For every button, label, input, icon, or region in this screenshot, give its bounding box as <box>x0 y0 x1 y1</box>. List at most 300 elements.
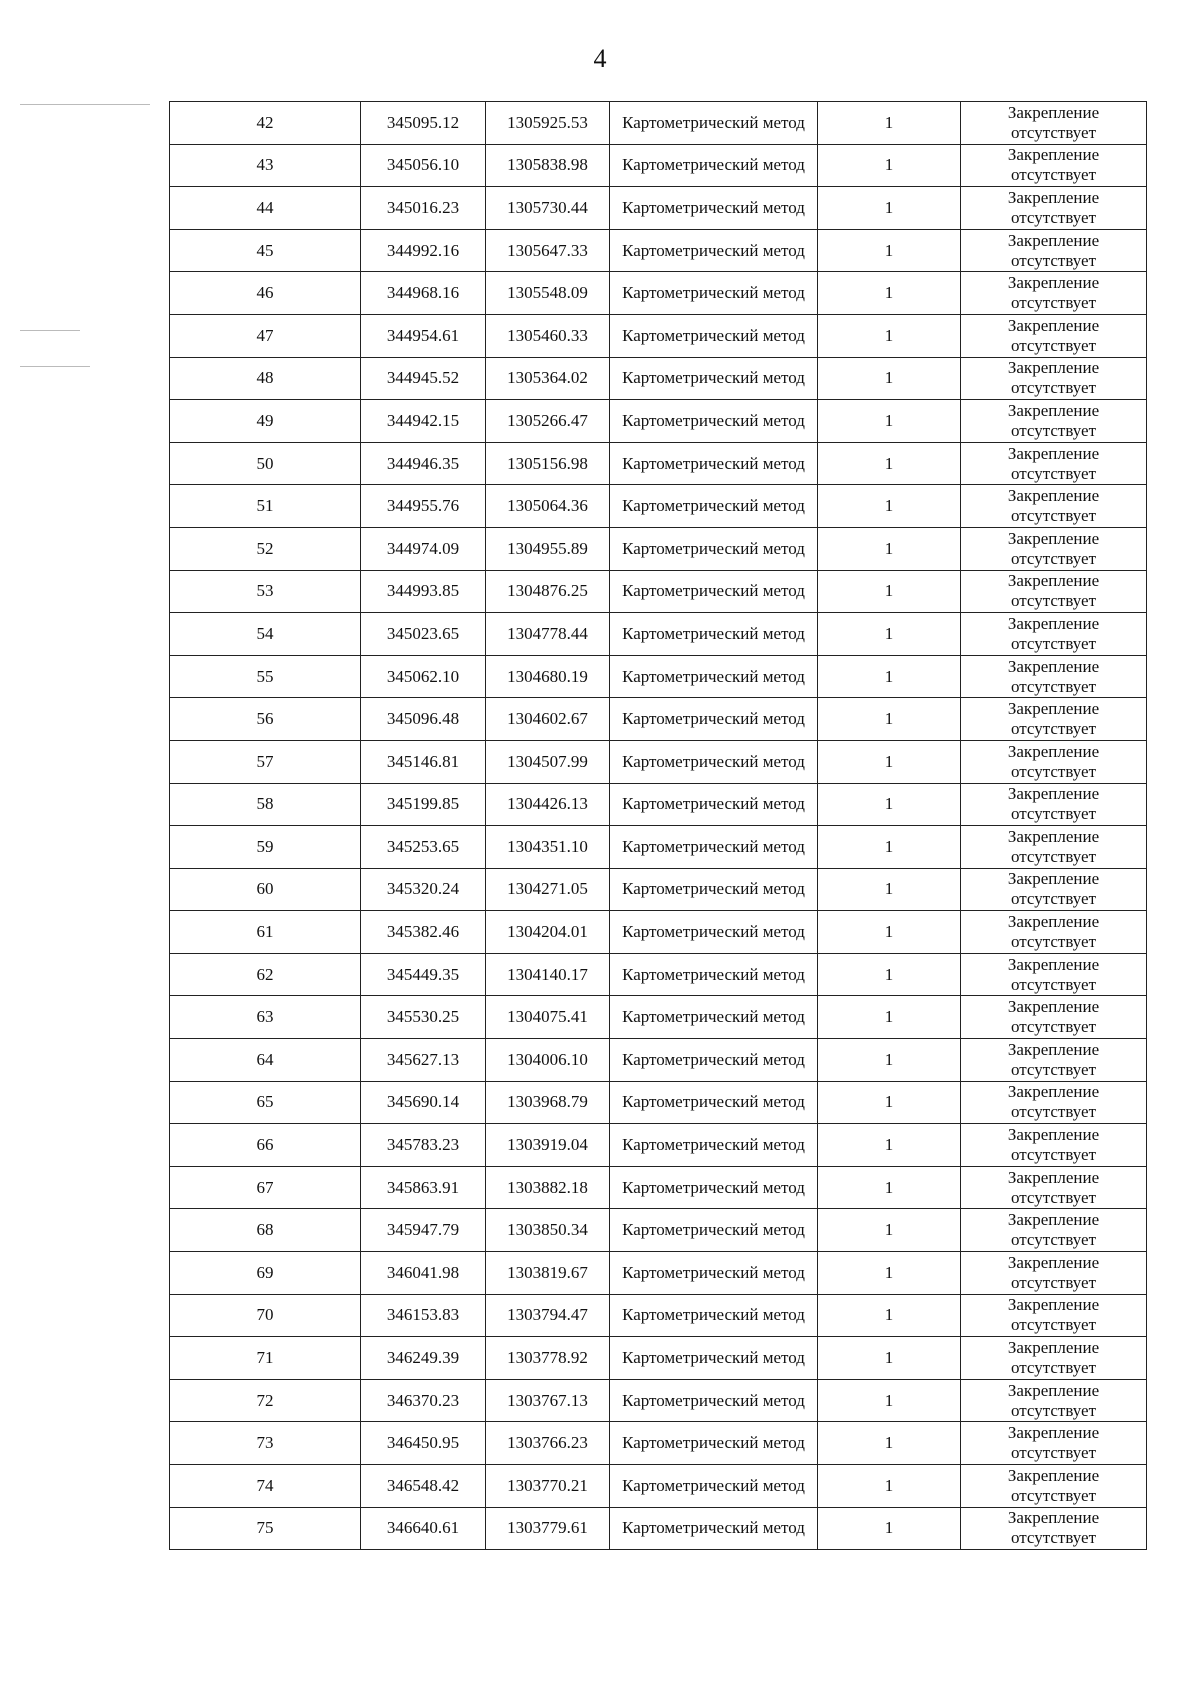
method-cell: Картометрический метод <box>610 1337 818 1380</box>
point-number-cell: 64 <box>170 1039 361 1082</box>
fixation-cell <box>961 314 1147 357</box>
method-cell: Картометрический метод <box>610 144 818 187</box>
fixation-line-2: отсутствует <box>1010 889 1097 909</box>
y-coordinate-cell: 1305364.02 <box>486 357 610 400</box>
accuracy-cell: 1 <box>818 613 961 656</box>
accuracy-cell: 1 <box>818 485 961 528</box>
fixation-line-1: Закрепление <box>1007 869 1100 889</box>
fixation-line-2: отсутствует <box>1010 846 1097 866</box>
fixation-line-1: Закрепление <box>1007 1210 1100 1230</box>
fixation-line-2: отсутствует <box>1010 974 1097 994</box>
fixation-cell <box>961 485 1147 528</box>
x-coordinate-cell: 345253.65 <box>361 826 486 869</box>
point-number-cell: 49 <box>170 400 361 443</box>
fixation-line-1: Закрепление <box>1007 1125 1100 1145</box>
point-number-cell: 67 <box>170 1166 361 1209</box>
table-row <box>170 1039 1147 1082</box>
accuracy-cell: 1 <box>818 1039 961 1082</box>
point-number-cell: 44 <box>170 187 361 230</box>
coordinates-table-body <box>170 102 1147 1550</box>
x-coordinate-cell: 345449.35 <box>361 953 486 996</box>
fixation-line-1: Закрепление <box>1007 1380 1100 1400</box>
x-coordinate-cell: 346153.83 <box>361 1294 486 1337</box>
y-coordinate-cell: 1305925.53 <box>486 102 610 145</box>
fixation-line-1: Закрепление <box>1007 1082 1100 1102</box>
fixation-cell <box>961 1507 1147 1550</box>
fixation-line-1: Закрепление <box>1007 1295 1100 1315</box>
x-coordinate-cell: 344946.35 <box>361 442 486 485</box>
y-coordinate-cell: 1305266.47 <box>486 400 610 443</box>
accuracy-cell: 1 <box>818 1422 961 1465</box>
x-coordinate-cell: 346249.39 <box>361 1337 486 1380</box>
point-number-cell: 51 <box>170 485 361 528</box>
point-number-cell: 43 <box>170 144 361 187</box>
table-row <box>170 570 1147 613</box>
fixation-line-2: отсутствует <box>1010 463 1097 483</box>
point-number-cell: 59 <box>170 826 361 869</box>
point-number-cell: 69 <box>170 1252 361 1295</box>
y-coordinate-cell: 1303819.67 <box>486 1252 610 1295</box>
accuracy-cell: 1 <box>818 314 961 357</box>
method-cell: Картометрический метод <box>610 229 818 272</box>
accuracy-cell: 1 <box>818 911 961 954</box>
y-coordinate-cell: 1304507.99 <box>486 740 610 783</box>
fixation-line-2: отсутствует <box>1010 633 1097 653</box>
x-coordinate-cell: 345023.65 <box>361 613 486 656</box>
y-coordinate-cell: 1303778.92 <box>486 1337 610 1380</box>
method-cell: Картометрический метод <box>610 272 818 315</box>
fixation-line-1: Закрепление <box>1007 145 1100 165</box>
fixation-line-1: Закрепление <box>1007 741 1100 761</box>
x-coordinate-cell: 344968.16 <box>361 272 486 315</box>
y-coordinate-cell: 1305730.44 <box>486 187 610 230</box>
method-cell: Картометрический метод <box>610 613 818 656</box>
point-number-cell: 70 <box>170 1294 361 1337</box>
y-coordinate-cell: 1303766.23 <box>486 1422 610 1465</box>
fixation-line-1: Закрепление <box>1007 1465 1100 1485</box>
accuracy-cell: 1 <box>818 1124 961 1167</box>
point-number-cell: 60 <box>170 868 361 911</box>
point-number-cell: 63 <box>170 996 361 1039</box>
point-number-cell: 42 <box>170 102 361 145</box>
fixation-line-1: Закрепление <box>1007 400 1100 420</box>
fixation-line-2: отсутствует <box>1010 676 1097 696</box>
point-number-cell: 55 <box>170 655 361 698</box>
y-coordinate-cell: 1305064.36 <box>486 485 610 528</box>
fixation-line-2: отсутствует <box>1010 506 1097 526</box>
fixation-line-1: Закрепление <box>1007 443 1100 463</box>
y-coordinate-cell: 1304778.44 <box>486 613 610 656</box>
fixation-line-1: Закрепление <box>1007 613 1100 633</box>
point-number-cell: 74 <box>170 1465 361 1508</box>
x-coordinate-cell: 345056.10 <box>361 144 486 187</box>
accuracy-cell: 1 <box>818 1081 961 1124</box>
table-row <box>170 1124 1147 1167</box>
x-coordinate-cell: 346640.61 <box>361 1507 486 1550</box>
table-row <box>170 1209 1147 1252</box>
fixation-line-2: отсутствует <box>1010 804 1097 824</box>
fixation-line-2: отсутствует <box>1010 420 1097 440</box>
x-coordinate-cell: 344942.15 <box>361 400 486 443</box>
fixation-line-2: отсутствует <box>1010 1400 1097 1420</box>
fixation-line-2: отсутствует <box>1010 1230 1097 1250</box>
y-coordinate-cell: 1304140.17 <box>486 953 610 996</box>
fixation-line-1: Закрепление <box>1007 571 1100 591</box>
fixation-line-2: отсутствует <box>1010 1443 1097 1463</box>
fixation-cell <box>961 783 1147 826</box>
table-row <box>170 996 1147 1039</box>
fixation-line-1: Закрепление <box>1007 358 1100 378</box>
fixation-line-1: Закрепление <box>1007 1039 1100 1059</box>
table-row <box>170 229 1147 272</box>
accuracy-cell: 1 <box>818 1209 961 1252</box>
table-row <box>170 527 1147 570</box>
point-number-cell: 45 <box>170 229 361 272</box>
fixation-line-1: Закрепление <box>1007 1252 1100 1272</box>
y-coordinate-cell: 1303850.34 <box>486 1209 610 1252</box>
y-coordinate-cell: 1304426.13 <box>486 783 610 826</box>
fixation-line-2: отсутствует <box>1010 250 1097 270</box>
y-coordinate-cell: 1304075.41 <box>486 996 610 1039</box>
point-number-cell: 56 <box>170 698 361 741</box>
method-cell: Картометрический метод <box>610 1465 818 1508</box>
fixation-cell <box>961 1209 1147 1252</box>
table-row <box>170 1252 1147 1295</box>
table-row <box>170 1507 1147 1550</box>
table-row <box>170 698 1147 741</box>
y-coordinate-cell: 1303767.13 <box>486 1379 610 1422</box>
fixation-line-2: отсутствует <box>1010 1358 1097 1378</box>
table-row <box>170 655 1147 698</box>
method-cell: Картометрический метод <box>610 442 818 485</box>
method-cell: Картометрический метод <box>610 102 818 145</box>
page-number: 4 <box>593 44 607 73</box>
method-cell: Картометрический метод <box>610 868 818 911</box>
x-coordinate-cell: 345690.14 <box>361 1081 486 1124</box>
point-number-cell: 48 <box>170 357 361 400</box>
accuracy-cell: 1 <box>818 527 961 570</box>
table-row <box>170 1337 1147 1380</box>
point-number-cell: 57 <box>170 740 361 783</box>
fixation-line-2: отсутствует <box>1010 335 1097 355</box>
fixation-line-1: Закрепление <box>1007 1508 1100 1528</box>
fixation-cell <box>961 400 1147 443</box>
fixation-line-1: Закрепление <box>1007 912 1100 932</box>
point-number-cell: 71 <box>170 1337 361 1380</box>
fixation-line-1: Закрепление <box>1007 486 1100 506</box>
x-coordinate-cell: 345146.81 <box>361 740 486 783</box>
fixation-cell <box>961 1081 1147 1124</box>
fixation-line-2: отсутствует <box>1010 1485 1097 1505</box>
table-row <box>170 1422 1147 1465</box>
method-cell: Картометрический метод <box>610 400 818 443</box>
x-coordinate-cell: 344992.16 <box>361 229 486 272</box>
fixation-cell <box>961 1465 1147 1508</box>
table-row <box>170 953 1147 996</box>
table-row <box>170 102 1147 145</box>
fixation-line-1: Закрепление <box>1007 656 1100 676</box>
table-row <box>170 314 1147 357</box>
method-cell: Картометрический метод <box>610 187 818 230</box>
fixation-cell <box>961 613 1147 656</box>
table-row <box>170 144 1147 187</box>
table-row <box>170 272 1147 315</box>
accuracy-cell: 1 <box>818 570 961 613</box>
fixation-cell <box>961 655 1147 698</box>
y-coordinate-cell: 1304271.05 <box>486 868 610 911</box>
accuracy-cell: 1 <box>818 1507 961 1550</box>
y-coordinate-cell: 1304602.67 <box>486 698 610 741</box>
accuracy-cell: 1 <box>818 1337 961 1380</box>
fixation-cell <box>961 187 1147 230</box>
method-cell: Картометрический метод <box>610 1507 818 1550</box>
accuracy-cell: 1 <box>818 655 961 698</box>
fixation-line-2: отсутствует <box>1010 591 1097 611</box>
accuracy-cell: 1 <box>818 740 961 783</box>
y-coordinate-cell: 1304955.89 <box>486 527 610 570</box>
fixation-line-1: Закрепление <box>1007 1338 1100 1358</box>
fixation-line-1: Закрепление <box>1007 699 1100 719</box>
fixation-line-2: отсутствует <box>1010 1315 1097 1335</box>
accuracy-cell: 1 <box>818 272 961 315</box>
fixation-line-2: отсутствует <box>1010 1102 1097 1122</box>
accuracy-cell: 1 <box>818 229 961 272</box>
accuracy-cell: 1 <box>818 144 961 187</box>
accuracy-cell: 1 <box>818 783 961 826</box>
x-coordinate-cell: 346041.98 <box>361 1252 486 1295</box>
fixation-cell <box>961 740 1147 783</box>
table-row <box>170 1465 1147 1508</box>
y-coordinate-cell: 1304876.25 <box>486 570 610 613</box>
x-coordinate-cell: 346548.42 <box>361 1465 486 1508</box>
table-row <box>170 783 1147 826</box>
accuracy-cell: 1 <box>818 996 961 1039</box>
fixation-cell <box>961 1337 1147 1380</box>
method-cell: Картометрический метод <box>610 1081 818 1124</box>
method-cell: Картометрический метод <box>610 740 818 783</box>
fixation-line-1: Закрепление <box>1007 826 1100 846</box>
method-cell: Картометрический метод <box>610 1422 818 1465</box>
x-coordinate-cell: 345199.85 <box>361 783 486 826</box>
accuracy-cell: 1 <box>818 400 961 443</box>
table-row <box>170 187 1147 230</box>
x-coordinate-cell: 346370.23 <box>361 1379 486 1422</box>
coordinates-table <box>169 101 1147 1550</box>
y-coordinate-cell: 1305838.98 <box>486 144 610 187</box>
fixation-line-2: отсутствует <box>1010 1059 1097 1079</box>
table-row <box>170 740 1147 783</box>
table-row <box>170 1081 1147 1124</box>
x-coordinate-cell: 345062.10 <box>361 655 486 698</box>
y-coordinate-cell: 1303882.18 <box>486 1166 610 1209</box>
point-number-cell: 62 <box>170 953 361 996</box>
method-cell: Картометрический метод <box>610 1252 818 1295</box>
method-cell: Картометрический метод <box>610 1124 818 1167</box>
method-cell: Картометрический метод <box>610 655 818 698</box>
point-number-cell: 54 <box>170 613 361 656</box>
point-number-cell: 61 <box>170 911 361 954</box>
fixation-cell <box>961 144 1147 187</box>
method-cell: Картометрический метод <box>610 996 818 1039</box>
y-coordinate-cell: 1303968.79 <box>486 1081 610 1124</box>
table-row <box>170 400 1147 443</box>
method-cell: Картометрический метод <box>610 826 818 869</box>
table-row <box>170 1294 1147 1337</box>
x-coordinate-cell: 345096.48 <box>361 698 486 741</box>
fixation-cell <box>961 911 1147 954</box>
fixation-line-1: Закрепление <box>1007 230 1100 250</box>
fixation-cell <box>961 1294 1147 1337</box>
table-row <box>170 485 1147 528</box>
point-number-cell: 58 <box>170 783 361 826</box>
fixation-line-2: отсутствует <box>1010 548 1097 568</box>
method-cell: Картометрический метод <box>610 911 818 954</box>
fixation-line-1: Закрепление <box>1007 315 1100 335</box>
fixation-cell <box>961 1124 1147 1167</box>
fixation-line-1: Закрепление <box>1007 784 1100 804</box>
fixation-cell <box>961 698 1147 741</box>
table-row <box>170 911 1147 954</box>
accuracy-cell: 1 <box>818 868 961 911</box>
fixation-line-2: отсутствует <box>1010 1017 1097 1037</box>
y-coordinate-cell: 1305156.98 <box>486 442 610 485</box>
point-number-cell: 47 <box>170 314 361 357</box>
x-coordinate-cell: 345320.24 <box>361 868 486 911</box>
table-row <box>170 613 1147 656</box>
y-coordinate-cell: 1304204.01 <box>486 911 610 954</box>
fixation-cell <box>961 357 1147 400</box>
method-cell: Картометрический метод <box>610 570 818 613</box>
fixation-line-2: отсутствует <box>1010 378 1097 398</box>
point-number-cell: 52 <box>170 527 361 570</box>
method-cell: Картометрический метод <box>610 783 818 826</box>
x-coordinate-cell: 344945.52 <box>361 357 486 400</box>
method-cell: Картометрический метод <box>610 698 818 741</box>
point-number-cell: 65 <box>170 1081 361 1124</box>
point-number-cell: 68 <box>170 1209 361 1252</box>
accuracy-cell: 1 <box>818 1252 961 1295</box>
fixation-line-2: отсутствует <box>1010 122 1097 142</box>
x-coordinate-cell: 345783.23 <box>361 1124 486 1167</box>
method-cell: Картометрический метод <box>610 1294 818 1337</box>
point-number-cell: 50 <box>170 442 361 485</box>
fixation-cell <box>961 272 1147 315</box>
fixation-line-2: отсутствует <box>1010 165 1097 185</box>
table-row <box>170 357 1147 400</box>
fixation-cell <box>961 826 1147 869</box>
x-coordinate-cell: 345947.79 <box>361 1209 486 1252</box>
accuracy-cell: 1 <box>818 698 961 741</box>
fixation-line-1: Закрепление <box>1007 954 1100 974</box>
fixation-cell <box>961 527 1147 570</box>
table-row <box>170 826 1147 869</box>
x-coordinate-cell: 345382.46 <box>361 911 486 954</box>
point-number-cell: 73 <box>170 1422 361 1465</box>
fixation-line-2: отсутствует <box>1010 1187 1097 1207</box>
y-coordinate-cell: 1304680.19 <box>486 655 610 698</box>
x-coordinate-cell: 345530.25 <box>361 996 486 1039</box>
y-coordinate-cell: 1304006.10 <box>486 1039 610 1082</box>
table-row <box>170 868 1147 911</box>
x-coordinate-cell: 345016.23 <box>361 187 486 230</box>
fixation-cell <box>961 229 1147 272</box>
accuracy-cell: 1 <box>818 1166 961 1209</box>
method-cell: Картометрический метод <box>610 1209 818 1252</box>
fixation-line-2: отсутствует <box>1010 293 1097 313</box>
y-coordinate-cell: 1304351.10 <box>486 826 610 869</box>
fixation-line-2: отсутствует <box>1010 719 1097 739</box>
point-number-cell: 46 <box>170 272 361 315</box>
x-coordinate-cell: 345627.13 <box>361 1039 486 1082</box>
x-coordinate-cell: 344993.85 <box>361 570 486 613</box>
fixation-cell <box>961 868 1147 911</box>
method-cell: Картометрический метод <box>610 1039 818 1082</box>
fixation-line-2: отсутствует <box>1010 1145 1097 1165</box>
accuracy-cell: 1 <box>818 1465 961 1508</box>
y-coordinate-cell: 1303919.04 <box>486 1124 610 1167</box>
accuracy-cell: 1 <box>818 102 961 145</box>
fixation-line-1: Закрепление <box>1007 1423 1100 1443</box>
method-cell: Картометрический метод <box>610 527 818 570</box>
fixation-cell <box>961 442 1147 485</box>
y-coordinate-cell: 1303770.21 <box>486 1465 610 1508</box>
x-coordinate-cell: 346450.95 <box>361 1422 486 1465</box>
x-coordinate-cell: 344955.76 <box>361 485 486 528</box>
table-row <box>170 442 1147 485</box>
x-coordinate-cell: 345095.12 <box>361 102 486 145</box>
fixation-cell <box>961 1166 1147 1209</box>
fixation-cell <box>961 953 1147 996</box>
method-cell: Картометрический метод <box>610 314 818 357</box>
accuracy-cell: 1 <box>818 953 961 996</box>
fixation-line-1: Закрепление <box>1007 102 1100 122</box>
fixation-cell <box>961 1379 1147 1422</box>
point-number-cell: 75 <box>170 1507 361 1550</box>
method-cell: Картометрический метод <box>610 357 818 400</box>
fixation-line-1: Закрепление <box>1007 528 1100 548</box>
accuracy-cell: 1 <box>818 1294 961 1337</box>
fixation-line-1: Закрепление <box>1007 997 1100 1017</box>
fixation-cell <box>961 1252 1147 1295</box>
accuracy-cell: 1 <box>818 1379 961 1422</box>
fixation-cell <box>961 570 1147 613</box>
fixation-line-1: Закрепление <box>1007 187 1100 207</box>
method-cell: Картометрический метод <box>610 1379 818 1422</box>
method-cell: Картометрический метод <box>610 485 818 528</box>
y-coordinate-cell: 1305460.33 <box>486 314 610 357</box>
fixation-line-2: отсутствует <box>1010 1528 1097 1548</box>
accuracy-cell: 1 <box>818 357 961 400</box>
method-cell: Картометрический метод <box>610 953 818 996</box>
table-row <box>170 1166 1147 1209</box>
y-coordinate-cell: 1303794.47 <box>486 1294 610 1337</box>
fixation-line-2: отсутствует <box>1010 207 1097 227</box>
point-number-cell: 72 <box>170 1379 361 1422</box>
x-coordinate-cell: 344974.09 <box>361 527 486 570</box>
point-number-cell: 53 <box>170 570 361 613</box>
method-cell: Картометрический метод <box>610 1166 818 1209</box>
fixation-line-2: отсутствует <box>1010 932 1097 952</box>
y-coordinate-cell: 1303779.61 <box>486 1507 610 1550</box>
table-row <box>170 1379 1147 1422</box>
x-coordinate-cell: 344954.61 <box>361 314 486 357</box>
y-coordinate-cell: 1305647.33 <box>486 229 610 272</box>
fixation-cell <box>961 1039 1147 1082</box>
fixation-cell <box>961 102 1147 145</box>
y-coordinate-cell: 1305548.09 <box>486 272 610 315</box>
fixation-line-1: Закрепление <box>1007 273 1100 293</box>
accuracy-cell: 1 <box>818 826 961 869</box>
